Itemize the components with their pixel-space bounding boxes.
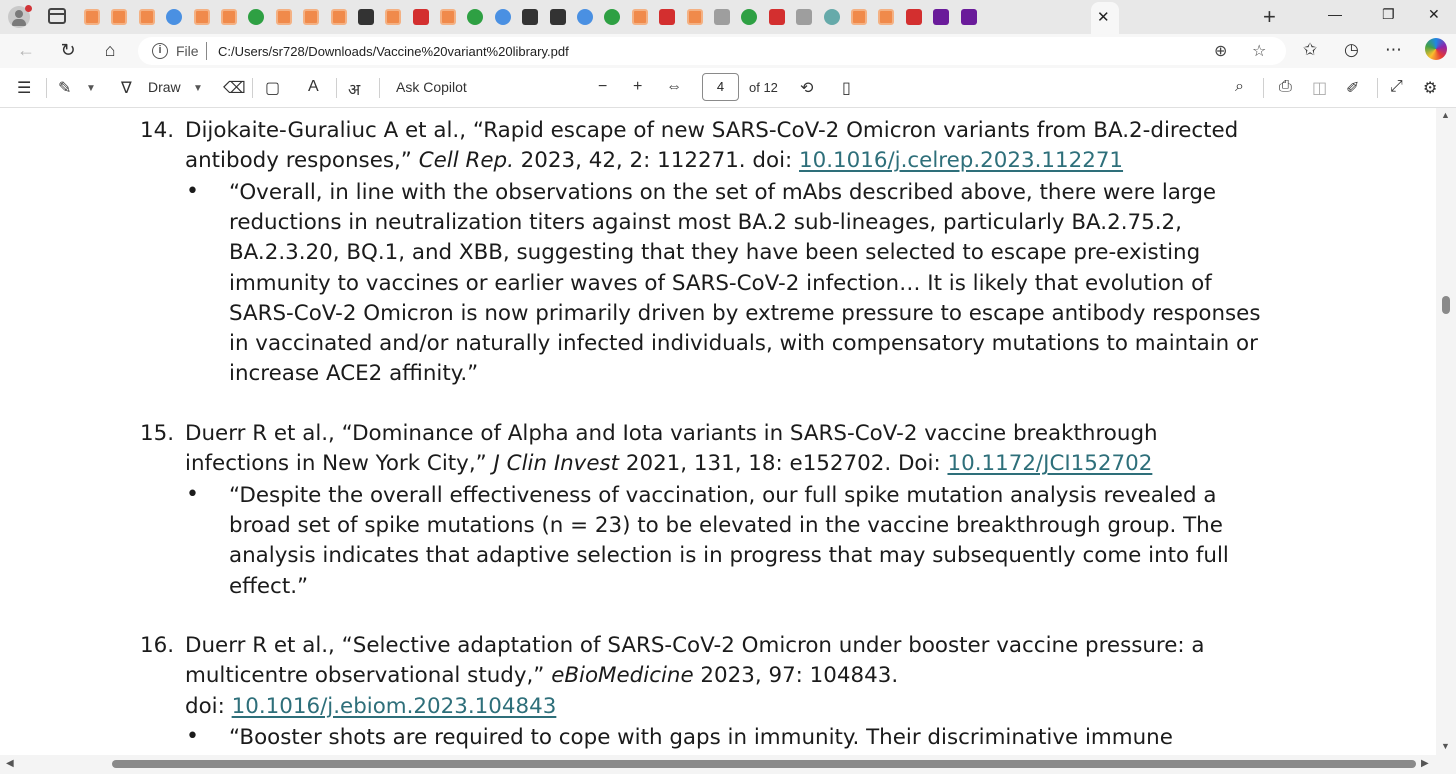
refresh-icon[interactable]: ↻	[60, 40, 76, 60]
address-bar[interactable]	[138, 37, 1286, 65]
citation-text: infections in New York City,”	[185, 451, 494, 477]
quote-line: “Booster shots are required to cope with gaps in immunity. Their discriminative immune	[229, 724, 1173, 750]
citation-text: 2021, 131, 18: e152702. Doi:	[619, 451, 948, 477]
chevron-down-icon[interactable]: ▼	[86, 83, 96, 94]
citation-text: multicentre observational study,”	[185, 663, 552, 689]
draw-icon[interactable]: ∇	[121, 80, 132, 97]
ask-copilot-button[interactable]: Ask Copilot	[396, 79, 467, 95]
bullet-icon: •	[186, 481, 199, 507]
zoom-in-icon[interactable]: +	[633, 78, 643, 95]
save-as-icon[interactable]: ✐	[1346, 80, 1360, 97]
history-icon[interactable]: ◷	[1344, 40, 1359, 59]
tab-favicon-icon[interactable]	[221, 9, 237, 25]
zoom-out-icon[interactable]: −	[598, 78, 608, 95]
citation-line	[185, 148, 1123, 173]
contents-icon[interactable]: ☰	[17, 80, 32, 97]
vertical-scrollbar[interactable]	[1436, 108, 1456, 755]
scroll-down-icon[interactable]: ▼	[1441, 741, 1450, 751]
tab-favicon-icon[interactable]	[577, 9, 593, 25]
quote-line: broad set of spike mutations (n = 23) to be elevated in the vaccine breakthrough group. The	[229, 512, 1223, 538]
doi-link[interactable]: 10.1172/JCI152702	[947, 451, 1153, 477]
horizontal-scrollbar[interactable]	[0, 755, 1436, 774]
file-label: File	[176, 43, 199, 59]
tab-favicon-icon[interactable]	[632, 9, 648, 25]
tab-favicon-icon[interactable]	[550, 9, 566, 25]
tab-favicon-icon[interactable]	[796, 9, 812, 25]
divider	[379, 78, 380, 98]
quote-line: “Despite the overall effectiveness of vaccination, our full spike mutation analysis revealed a	[229, 482, 1217, 508]
tab-favicon-icon[interactable]	[824, 9, 840, 25]
citation-line	[185, 663, 898, 688]
divider	[206, 42, 207, 60]
close-window-button[interactable]: ✕	[1428, 6, 1440, 22]
quote-line: in vaccinated and/or naturally infected individuals, with compensatory mutations to maintain or	[229, 331, 1258, 357]
text-box-icon[interactable]: ▢	[265, 80, 281, 97]
url-text[interactable]: C:/Users/sr728/Downloads/Vaccine%20variant%20library.pdf	[218, 44, 569, 59]
citation-text: Dijokaite-Guraliuc A et al., “Rapid escape of new SARS-CoV-2 Omicron variants from BA.2-directed	[185, 118, 1239, 143]
doi-link[interactable]: 10.1016/j.ebiom.2023.104843	[231, 693, 557, 719]
scrollbar-corner	[1436, 755, 1456, 774]
search-icon[interactable]: ⌕	[1235, 78, 1244, 95]
scroll-right-icon[interactable]: ▶	[1421, 758, 1429, 769]
tab-favicon-icon[interactable]	[714, 9, 730, 25]
print-icon[interactable]: ⎙	[1279, 78, 1292, 95]
fit-width-icon[interactable]: ⇔	[666, 78, 682, 95]
fullscreen-icon[interactable]: ⤢	[1390, 78, 1403, 95]
page-view-icon[interactable]: ▯	[842, 80, 851, 97]
quote-line: immunity to vaccines or earlier waves of SARS-CoV-2 infection… It is likely that evolution of	[229, 270, 1212, 296]
citation-line	[185, 694, 556, 719]
tab-favicon-icon[interactable]	[878, 9, 894, 25]
divider	[252, 78, 253, 98]
divider	[1263, 78, 1264, 98]
tab-favicon-icon[interactable]	[440, 9, 456, 25]
back-icon[interactable]: ←	[17, 40, 35, 60]
settings-gear-icon[interactable]: ⚙	[1423, 80, 1438, 97]
draw-button[interactable]: Draw	[148, 79, 181, 95]
address-row	[0, 34, 1456, 68]
quote-line: BA.2.3.20, BQ.1, and XBB, suggesting that they have been selected to escape pre-existing	[229, 240, 1201, 266]
rotate-icon[interactable]: ⟲	[800, 80, 814, 97]
quote-line: increase ACE2 affinity.”	[229, 361, 479, 387]
vertical-scroll-thumb[interactable]	[1442, 296, 1450, 314]
tab-favicon-icon[interactable]	[659, 9, 675, 25]
quote-line: “Overall, in line with the observations on the set of mAbs described above, there were large	[229, 179, 1217, 205]
zoom-icon[interactable]: ⊕	[1214, 43, 1228, 60]
quote-line: effect.”	[229, 573, 309, 599]
info-icon[interactable]: i	[152, 43, 168, 59]
tab-favicon-icon[interactable]	[194, 9, 210, 25]
tab-favicon-icon[interactable]	[495, 9, 511, 25]
reference-number: 16.	[140, 633, 175, 658]
citation-text: Duerr R et al., “Selective adaptation of SARS-CoV-2 Omicron under booster vaccine pressure: a	[185, 633, 1205, 658]
tab-favicon-icon[interactable]	[111, 9, 127, 25]
divider	[336, 78, 337, 98]
tab-favicon-icon[interactable]	[84, 9, 100, 25]
citation-text: antibody responses,”	[185, 148, 419, 174]
eraser-icon[interactable]: ⌫	[223, 80, 246, 97]
quote-line: reductions in neutralization titers against most BA.2 sub-lineages, particularly BA.2.75.2,	[229, 209, 1182, 235]
divider	[46, 78, 47, 98]
bullet-icon: •	[186, 723, 199, 749]
tab-favicon-icon[interactable]	[604, 9, 620, 25]
doi-link[interactable]: 10.1016/j.celrep.2023.112271	[799, 148, 1124, 174]
tab-favicon-icon[interactable]	[906, 9, 922, 25]
restore-button[interactable]: ❐	[1382, 6, 1395, 22]
citation-line	[185, 118, 1238, 143]
active-tab[interactable]	[1091, 2, 1119, 34]
tab-actions-icon[interactable]	[48, 8, 66, 24]
tab-favicon-icon[interactable]	[166, 9, 182, 25]
citation-line	[185, 633, 1205, 658]
home-icon[interactable]: ⌂	[104, 40, 116, 60]
tab-favicon-icon[interactable]	[276, 9, 292, 25]
favorite-star-icon[interactable]: ☆	[1252, 43, 1267, 60]
copilot-icon[interactable]	[1425, 38, 1447, 60]
citation-text: Duerr R et al., “Dominance of Alpha and Iota variants in SARS-CoV-2 vaccine breakthrough	[185, 421, 1158, 446]
quote-line: analysis indicates that adaptive selection is in progress that may subsequently come into full	[229, 543, 1229, 569]
citation-text: doi:	[185, 693, 232, 719]
translate-icon[interactable]: अ	[348, 82, 361, 99]
notification-dot	[25, 5, 32, 12]
favorites-icon[interactable]: ✩	[1303, 40, 1318, 59]
chevron-down-icon[interactable]: ▼	[193, 83, 203, 94]
journal-name: J Clin Invest	[493, 451, 620, 477]
tab-favicon-icon[interactable]	[741, 9, 757, 25]
citation-text: 2023, 97: 104843.	[693, 663, 899, 689]
read-aloud-icon[interactable]: A	[308, 78, 319, 95]
save-icon[interactable]: ◫	[1312, 80, 1328, 97]
tab-favicon-icon[interactable]	[687, 9, 703, 25]
close-tab-icon[interactable]: ✕	[1097, 9, 1110, 26]
citation-text: 2023, 42, 2: 112271. doi:	[513, 148, 800, 174]
highlight-icon[interactable]: ✎	[58, 80, 72, 97]
citation-line	[185, 451, 1152, 476]
tab-favicon-icon[interactable]	[769, 9, 785, 25]
divider	[1377, 78, 1378, 98]
tab-favicon-icon[interactable]	[358, 9, 374, 25]
scroll-left-icon[interactable]: ◀	[6, 758, 14, 769]
tab-favicon-icon[interactable]	[413, 9, 429, 25]
horizontal-scroll-thumb[interactable]	[112, 760, 1416, 768]
tab-favicon-icon[interactable]	[303, 9, 319, 25]
tab-favicon-icon[interactable]	[933, 9, 949, 25]
minimize-button[interactable]: —	[1328, 6, 1342, 22]
tab-favicon-icon[interactable]	[385, 9, 401, 25]
tab-favicon-icon[interactable]	[522, 9, 538, 25]
more-menu-icon[interactable]: ⋯	[1385, 40, 1402, 59]
pdf-toolbar	[0, 68, 1456, 108]
bullet-icon: •	[186, 178, 199, 204]
quote-line: SARS-CoV-2 Omicron is now primarily driven by extreme pressure to escape antibody responses	[229, 300, 1261, 326]
journal-name: Cell Rep.	[418, 148, 514, 174]
tab-strip	[0, 0, 1456, 34]
tab-favicon-icon[interactable]	[248, 9, 264, 25]
pdf-document-view	[0, 108, 1436, 755]
tab-list	[84, 7, 988, 27]
tab-favicon-icon[interactable]	[331, 9, 347, 25]
page-total: of 12	[749, 80, 778, 95]
citation-line	[185, 421, 1158, 446]
tab-favicon-icon[interactable]	[467, 9, 483, 25]
scroll-up-icon[interactable]: ▲	[1441, 110, 1450, 120]
reference-number: 15.	[140, 421, 175, 446]
tab-favicon-icon[interactable]	[851, 9, 867, 25]
tab-favicon-icon[interactable]	[139, 9, 155, 25]
page-number-input[interactable]: 4	[702, 73, 739, 101]
reference-number: 14.	[140, 118, 175, 143]
new-tab-button[interactable]: +	[1263, 4, 1276, 29]
tab-favicon-icon[interactable]	[961, 9, 977, 25]
journal-name: eBioMedicine	[551, 663, 694, 689]
